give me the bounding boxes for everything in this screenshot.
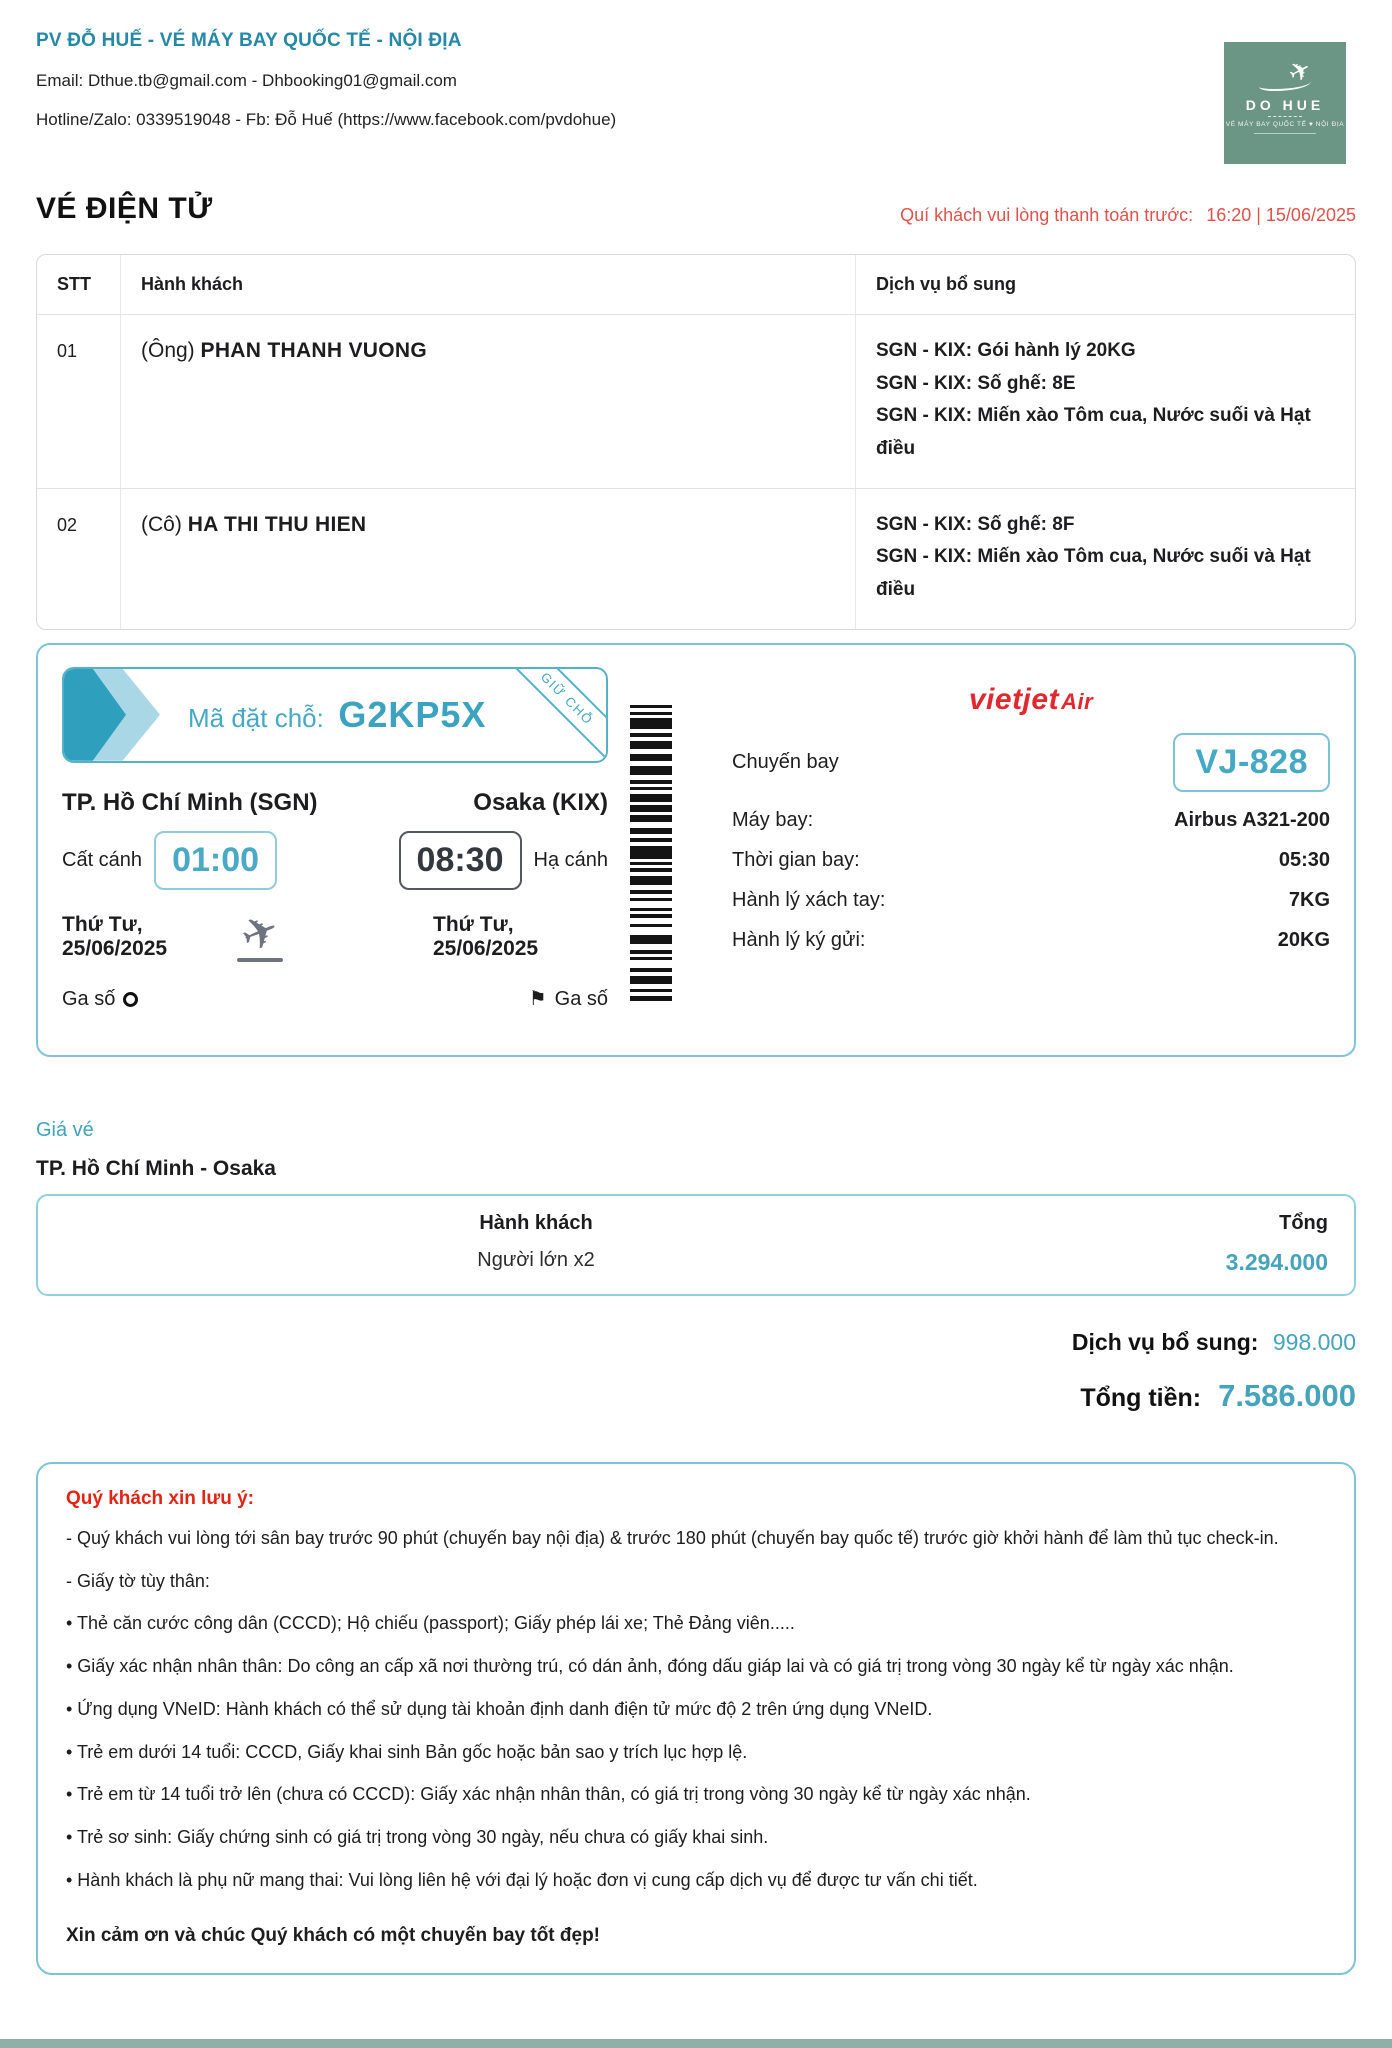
note-item: • Ứng dụng VNeID: Hành khách có thể sử dụng tài khoản định danh điện tử mức độ 2 trên ứng dụng VNeID. (66, 1698, 933, 1719)
route-row (62, 789, 608, 817)
price-amount: 3.294.000 (1225, 1248, 1328, 1275)
price-section-title: Giá vé (36, 1118, 94, 1141)
departure-time: 01:00 (154, 831, 277, 890)
bottom-strip (0, 2039, 1392, 2048)
detail-row (732, 929, 1330, 952)
flight-card-left (62, 667, 608, 1031)
gate-label: Ga số (62, 987, 116, 1010)
note-item: • Hành khách là phụ nữ mang thai: Vui lòng liên hệ với đại lý hoặc đơn vị cung cấp dịch vụ để được tư vấn chi tiết. (66, 1870, 978, 1891)
location-pin-icon: ⚑ (528, 988, 547, 1011)
col-header-stt: STT (37, 255, 121, 314)
plane-icon: ✈ (1283, 52, 1317, 90)
price-passenger: Người lớn x2 (477, 1248, 595, 1271)
price-header-passenger: Hành khách (479, 1211, 593, 1234)
hold-ribbon: GIỮ CHỖ (496, 667, 608, 763)
note-item: - Giấy tờ tùy thân: (66, 1570, 210, 1591)
row-stt: 02 (37, 489, 121, 629)
row-services (856, 315, 1355, 488)
detail-label: Hành lý ký gửi: (732, 928, 866, 951)
service-item: SGN - KIX: Số ghế: 8E (876, 372, 1076, 394)
price-route: TP. Hồ Chí Minh - Osaka (36, 1156, 276, 1180)
passenger-name: HA THI THU HIEN (187, 512, 367, 536)
passenger-salutation: (Ông) (141, 339, 195, 362)
logo-name: DO HUE (1245, 97, 1325, 113)
service-item: SGN - KIX: Miến xào Tôm cua, Nước suối và Hạt điều (876, 405, 1311, 460)
notes-box (36, 1462, 1356, 1975)
table-row (37, 488, 1355, 629)
detail-row (732, 809, 1330, 832)
detail-value: 20KG (1277, 928, 1330, 951)
row-stt: 01 (37, 315, 121, 488)
booking-code-banner (62, 667, 608, 763)
flight-number-label: Chuyến bay (732, 750, 839, 773)
detail-label: Thời gian bay: (732, 848, 860, 871)
detail-value: Airbus A321-200 (1174, 808, 1330, 831)
booking-code-value: G2KP5X (338, 693, 487, 735)
departure-group (62, 831, 277, 890)
agency-title: PV ĐỖ HUẾ - VÉ MÁY BAY QUỐC TẾ - NỘI ĐỊA (36, 30, 462, 51)
row-passenger (121, 489, 856, 629)
flight-number: VJ-828 (1173, 733, 1330, 792)
total-line (36, 1378, 1356, 1414)
notes-closing: Xin cảm ơn và chúc Quý khách có một chuyến bay tốt đẹp! (66, 1924, 601, 1946)
booking-code-text (188, 694, 486, 736)
date-row (62, 903, 608, 963)
passenger-salutation: (Cô) (141, 512, 182, 536)
total-value: 7.586.000 (1218, 1377, 1356, 1413)
logo-subline (1254, 133, 1316, 134)
note-item: • Trẻ em từ 14 tuổi trở lên (chưa có CCCD): Giấy xác nhận nhân thân, có giá trị trong vòng 30 ngày kể từ ngày xác nhận. (66, 1784, 1031, 1805)
payment-notice-label: Quí khách vui lòng thanh toán trước: (900, 205, 1194, 225)
agency-hotline: Hotline/Zalo: 0339519048 - Fb: Đỗ Huế (https://www.facebook.com/pvdohue) (36, 110, 617, 129)
gate-row (62, 988, 608, 1011)
price-header-total: Tổng (1279, 1211, 1328, 1234)
barcode (630, 705, 672, 1001)
note-item: • Giấy xác nhận nhân thân: Do công an cấp xã nơi thường trú, có dán ảnh, đóng dấu giáp lai và có giá trị trong vòng 30 ngày kể từ ngày xác nhận. (66, 1656, 1234, 1677)
flight-number-row (732, 733, 1330, 792)
note-item: - Quý khách vui lòng tới sân bay trước 90 phút (chuyến bay nội địa) & trước 180 phút (chuyến bay quốc tế) trước giờ khởi hành để làm thủ tục check-in. (66, 1527, 1279, 1548)
detail-label: Máy bay: (732, 808, 814, 831)
destination-city: Osaka (KIX) (473, 788, 608, 816)
note-item: • Thẻ căn cước công dân (CCCD); Hộ chiếu (passport); Giấy phép lái xe; Thẻ Đảng viên..... (66, 1613, 795, 1634)
logo-tagline: VÉ MÁY BAY QUỐC TẾ ♥ NỘI ĐỊA (1225, 121, 1345, 128)
arrival-time: 08:30 (399, 831, 522, 890)
agency-header (36, 30, 1356, 130)
time-row (62, 831, 608, 890)
flight-detail-panel (672, 667, 1330, 1031)
passenger-name: PHAN THANH VUONG (200, 339, 427, 362)
passenger-table-header (37, 255, 1355, 314)
service-item: SGN - KIX: Miến xào Tôm cua, Nước suối và Hạt điều (876, 546, 1311, 601)
price-table (36, 1194, 1356, 1296)
col-header-services: Dịch vụ bổ sung (876, 274, 1017, 294)
title-row (36, 192, 1356, 226)
booking-code-label: Mã đặt chỗ: (188, 702, 324, 733)
flight-card-right (608, 667, 1330, 1031)
notes-title: Quý khách xin lưu ý: (66, 1487, 254, 1509)
agency-email: Email: Dthue.tb@gmail.com - Dhbooking01@gmail.com (36, 71, 457, 90)
origin-city: TP. Hồ Chí Minh (SGN) (62, 788, 318, 816)
departure-date: Thứ Tư, 25/06/2025 (62, 912, 168, 960)
arrival-label: Hạ cánh (533, 848, 608, 871)
passenger-table (36, 254, 1356, 630)
note-item: • Trẻ sơ sinh: Giấy chứng sinh có giá trị trong vòng 30 ngày, nếu chưa có giấy khai sinh. (66, 1827, 769, 1848)
service-item: SGN - KIX: Gói hành lý 20KG (876, 340, 1136, 361)
row-passenger (121, 315, 856, 488)
detail-value: 7KG (1288, 888, 1330, 911)
row-services (856, 489, 1355, 629)
gate-right (529, 988, 608, 1011)
total-label: Tổng tiền: (1080, 1383, 1202, 1412)
arrival-date: Thứ Tư, 25/06/2025 (433, 912, 539, 960)
departure-label: Cất cánh (62, 848, 143, 871)
circle-icon (123, 992, 138, 1007)
detail-label: Hành lý xách tay: (732, 888, 886, 911)
page-title: VÉ ĐIỆN TỬ (36, 192, 213, 225)
detail-row (732, 849, 1330, 872)
agency-logo (1224, 42, 1346, 164)
extra-services-label: Dịch vụ bổ sung: (1071, 1328, 1259, 1355)
detail-row (732, 889, 1330, 912)
table-row (37, 314, 1355, 488)
payment-deadline: 16:20 | 15/06/2025 (1206, 205, 1356, 225)
detail-value: 05:30 (1278, 848, 1330, 871)
logo-divider (1268, 116, 1302, 117)
service-item: SGN - KIX: Số ghế: 8F (876, 513, 1075, 535)
payment-notice (900, 205, 1356, 226)
takeoff-plane-icon: ✈ (233, 903, 287, 963)
col-header-passenger: Hành khách (121, 255, 856, 314)
extra-services-line (36, 1329, 1356, 1356)
note-item: • Trẻ em dưới 14 tuổi: CCCD, Giấy khai sinh Bản gốc hoặc bản sao y trích lục hợp lệ. (66, 1741, 748, 1762)
arrival-group (399, 831, 608, 890)
flight-card (36, 643, 1356, 1057)
vietjet-logo: vietjetAir (968, 682, 1094, 716)
gate-left (62, 988, 138, 1011)
extra-services-value: 998.000 (1272, 1328, 1356, 1355)
gate-label: Ga số (554, 987, 608, 1010)
